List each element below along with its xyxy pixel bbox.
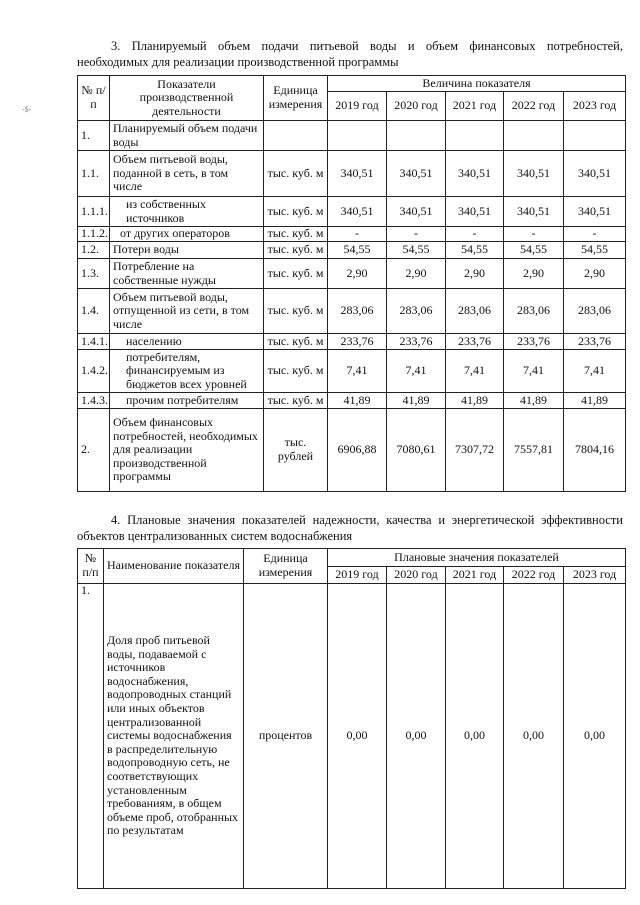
table-row [78, 584, 626, 889]
row-value: 283,06 [446, 289, 504, 334]
reliability-indicators-table [77, 548, 626, 889]
value-group-header: Величина показателя [328, 76, 626, 92]
row-value: 340,51 [387, 197, 446, 227]
row-value [387, 121, 446, 151]
row-number: 1. [78, 121, 110, 151]
row-value: 283,06 [504, 289, 564, 334]
year-header: 2020 год [387, 92, 446, 121]
row-value: - [387, 227, 446, 242]
row-value: 7804,16 [564, 409, 626, 492]
row-value: 0,00 [328, 584, 387, 889]
row-value: 340,51 [564, 197, 626, 227]
margin-mark: -$- [22, 105, 32, 114]
row-value: 233,76 [387, 334, 446, 350]
row-number: 1.4.1. [78, 334, 110, 350]
row-indicator-name: Доля проб питьевой воды, подаваемой с источников водоснабжения, водопроводных станций или иных объектов централизованной системы водоснабжения в распределительную водопроводную сеть, не соответствующих установленным требованиям, в общем объеме проб, отобранных по результатам [104, 584, 244, 889]
row-unit: тыс. куб. м [264, 151, 328, 197]
row-unit [264, 121, 328, 151]
row-value: - [564, 227, 626, 242]
row-unit: тыс. куб. м [264, 242, 328, 259]
row-number: 1.1.1. [78, 197, 110, 227]
value-group-header: Плановые значения показателей [328, 549, 626, 567]
row-value: 233,76 [564, 334, 626, 350]
row-value: 7080,61 [387, 409, 446, 492]
row-value: 340,51 [504, 151, 564, 197]
table-row [78, 227, 626, 242]
row-value: 41,89 [387, 393, 446, 409]
row-value: 340,51 [564, 151, 626, 197]
row-indicator-name: Объем финансовых потребностей, необходимых для реализации производственной программы [110, 409, 264, 492]
row-unit: тыс. куб. м [264, 259, 328, 289]
row-value: 283,06 [564, 289, 626, 334]
year-header: 2022 год [504, 567, 564, 584]
row-unit: тыс. куб. м [264, 334, 328, 350]
row-value: 340,51 [328, 151, 387, 197]
col-num-header: № п/п [78, 76, 110, 121]
row-unit: тыс. куб. м [264, 350, 328, 393]
row-value: - [504, 227, 564, 242]
section4-heading: 4. Плановые значения показателей надежности, качества и энергетической эффективности объектов централизованных систем водоснабжения [77, 513, 623, 543]
row-value: 0,00 [446, 584, 504, 889]
row-value: 54,55 [504, 242, 564, 259]
row-indicator-name: Потребление на собственные нужды [110, 259, 264, 289]
row-value: 2,90 [328, 259, 387, 289]
row-number: 1.1.2. [78, 227, 110, 242]
row-number: 1.4.3. [78, 393, 110, 409]
col-unit-header: Единица измерения [244, 549, 328, 584]
production-volume-table [77, 75, 626, 492]
row-indicator-name: Объем питьевой воды, поданной в сеть, в том числе [110, 151, 264, 197]
col-indicator-header: Наименование показателя [104, 549, 244, 584]
row-value: 0,00 [564, 584, 626, 889]
row-value: 7,41 [564, 350, 626, 393]
year-header: 2019 год [328, 92, 387, 121]
row-value: 2,90 [504, 259, 564, 289]
row-value: - [446, 227, 504, 242]
table-row [78, 409, 626, 492]
year-header: 2022 год [504, 92, 564, 121]
table-row [78, 121, 626, 151]
row-number: 1.1. [78, 151, 110, 197]
row-value: 0,00 [387, 584, 446, 889]
row-value: 7557,81 [504, 409, 564, 492]
row-value: 7307,72 [446, 409, 504, 492]
row-value: 41,89 [564, 393, 626, 409]
row-value: 7,41 [328, 350, 387, 393]
row-value: 41,89 [446, 393, 504, 409]
table-row [78, 242, 626, 259]
row-value: 340,51 [328, 197, 387, 227]
row-unit: процентов [244, 584, 328, 889]
row-value: 54,55 [446, 242, 504, 259]
table-row [78, 151, 626, 197]
table-row [78, 393, 626, 409]
row-value: 340,51 [446, 197, 504, 227]
row-value: 0,00 [504, 584, 564, 889]
row-value: 41,89 [328, 393, 387, 409]
col-num-header: № п/п [78, 549, 104, 584]
row-number: 1.2. [78, 242, 110, 259]
row-value: 233,76 [446, 334, 504, 350]
row-unit: тыс. куб. м [264, 197, 328, 227]
row-indicator-name: от других операторов [110, 227, 264, 242]
row-value: 283,06 [328, 289, 387, 334]
row-value: 2,90 [446, 259, 504, 289]
section3-heading: 3. Планируемый объем подачи питьевой воды и объем финансовых потребностей, необходимых для реализации производственной программы [77, 39, 623, 69]
row-indicator-name: Объем питьевой воды, отпущенной из сети, в том числе [110, 289, 264, 334]
row-indicator-name: потребителям, финансируемым из бюджетов всех уровней [110, 350, 264, 393]
row-value: 7,41 [387, 350, 446, 393]
row-value [446, 121, 504, 151]
row-indicator-name: населению [110, 334, 264, 350]
row-value: 54,55 [387, 242, 446, 259]
row-unit: тыс. рублей [264, 409, 328, 492]
row-value: 340,51 [387, 151, 446, 197]
row-value: 6906,88 [328, 409, 387, 492]
year-header: 2023 год [564, 92, 626, 121]
row-value: 7,41 [504, 350, 564, 393]
table-row [78, 350, 626, 393]
row-number: 1.4.2. [78, 350, 110, 393]
row-value: 54,55 [328, 242, 387, 259]
row-number: 1.3. [78, 259, 110, 289]
row-number: 1. [78, 584, 104, 889]
row-number: 2. [78, 409, 110, 492]
year-header: 2019 год [328, 567, 387, 584]
row-unit: тыс. куб. м [264, 393, 328, 409]
year-header: 2023 год [564, 567, 626, 584]
year-header: 2020 год [387, 567, 446, 584]
row-unit: тыс. куб. м [264, 289, 328, 334]
row-value: 2,90 [387, 259, 446, 289]
table-row [78, 334, 626, 350]
row-value [564, 121, 626, 151]
year-header: 2021 год [446, 92, 504, 121]
row-indicator-name: из собственных источников [110, 197, 264, 227]
row-unit: тыс. куб. м [264, 227, 328, 242]
row-indicator-name: Планируемый объем подачи воды [110, 121, 264, 151]
row-value: 41,89 [504, 393, 564, 409]
row-value: 283,06 [387, 289, 446, 334]
year-header: 2021 год [446, 567, 504, 584]
row-value: 340,51 [504, 197, 564, 227]
col-unit-header: Единица измерения [264, 76, 328, 121]
table-row [78, 289, 626, 334]
row-value: 54,55 [564, 242, 626, 259]
col-indicator-header: Показатели производственной деятельности [110, 76, 264, 121]
row-value: 233,76 [504, 334, 564, 350]
row-value [328, 121, 387, 151]
row-value [504, 121, 564, 151]
row-indicator-name: Потери воды [110, 242, 264, 259]
table-row [78, 197, 626, 227]
row-value: - [328, 227, 387, 242]
row-number: 1.4. [78, 289, 110, 334]
row-value: 2,90 [564, 259, 626, 289]
row-value: 233,76 [328, 334, 387, 350]
row-value: 7,41 [446, 350, 504, 393]
row-indicator-name: прочим потребителям [110, 393, 264, 409]
row-value: 340,51 [446, 151, 504, 197]
table-row [78, 259, 626, 289]
